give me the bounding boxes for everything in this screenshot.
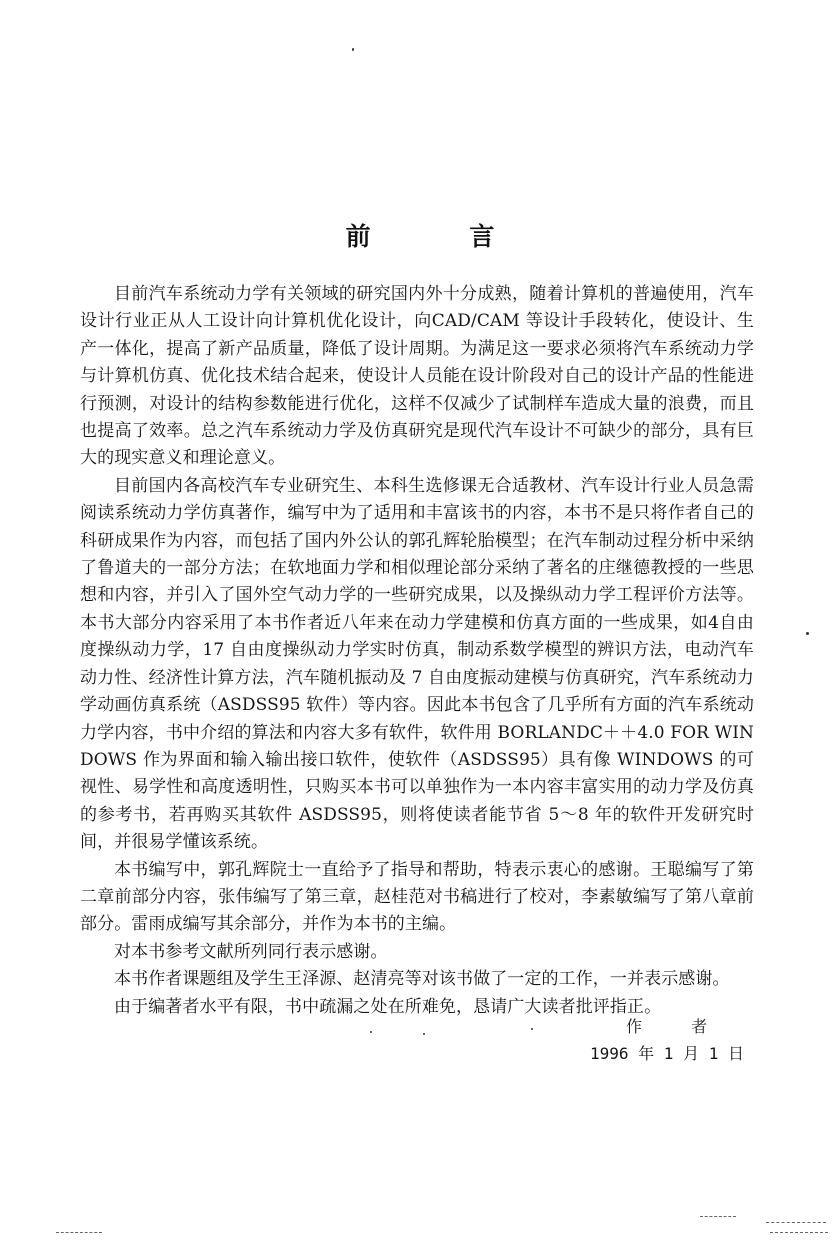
scan-artifact-line xyxy=(766,1222,826,1223)
paragraph-5: 本书作者课题组及学生王泽源、赵清亮等对该书做了一定的工作，一并表示感谢。 xyxy=(114,969,730,990)
author-label: 作 者 xyxy=(626,1017,730,1036)
paragraph-3: 本书编写中，郭孔辉院士一直给予了指导和帮助，特表示衷心的感谢。王聪编写了第二章前部分内容，张伟编写了第三章，赵桂范对书稿进行了校对，李素敏编写了第八章前部分。雷雨成编写其余部分，并作为本书的主编。 xyxy=(80,859,754,935)
scan-speck xyxy=(352,48,354,51)
scan-artifact-line xyxy=(700,1216,736,1217)
scan-speck xyxy=(370,1031,372,1033)
paragraph-4: 对本书参考文献所列同行表示感谢。 xyxy=(114,941,388,962)
scan-speck xyxy=(423,1033,425,1035)
scan-artifact-line xyxy=(770,1232,828,1233)
scan-artifact-line xyxy=(56,1232,102,1233)
date-label: 1996 年 1 月 1 日 xyxy=(590,1044,744,1063)
paragraph-1: 目前汽车系统动力学有关领域的研究国内外十分成熟，随着计算机的普遍使用，汽车设计行业正从人工设计向计算机优化设计，向CAD/CAM 等设计手段转化，使设计、生产一体化，提高了新产品质量，降低了设计周期。为满足这一要求必须将汽车系统动力学与计算机仿真、优化技术结合起来，使设计人员能在设计阶段对自己的设计产品的性能进行预测，对设计的结构参数能进行优化，这样不仅减少了试制样车造成大量的浪费，而且也提高了效率。总之汽车系统动力学及仿真研究是现代汽车设计不可缺少的部分，具有巨大的现实意义和理论意义。 xyxy=(80,284,754,469)
scan-speck xyxy=(806,632,809,635)
paragraph-6: 由于编著者水平有限，书中疏漏之处在所难免，恳请广大读者批评指正。 xyxy=(114,996,662,1017)
scan-speck xyxy=(531,1028,533,1030)
preface-body xyxy=(80,281,754,1021)
page-title: 前 言 xyxy=(345,221,540,251)
paragraph-2: 目前国内各高校汽车专业研究生、本科生选修课无合适教材、汽车设计行业人员急需阅读系统动力学仿真著作，编写中为了适用和丰富该书的内容，本书不是只将作者自己的科研成果作为内容，而包括了国内外公认的郭孔辉轮胎模型；在汽车制动过程分析中采纳了鲁道夫的一部分方法；在软地面力学和相似理论部分采纳了著名的庄继德教授的一些思想和内容，并引入了国外空气动力学的一些研究成果，以及操纵动力学工程评价方法等。本书大部分内容采用了本书作者近八年来在动力学建模和仿真方面的一些成果，如4自由度操纵动力学，17 自由度操纵动力学实时仿真，制动系数学模型的辨识方法，电动汽车动力性、经济性计算方法，汽车随机振动及 7 自由度振动建模与仿真研究，汽车系统动力学动画仿真系统（ASDSS95 软件）等内容。因此本书包含了几乎所有方面的汽车系统动力学内容，书中介绍的算法和内容大多有软件，软件用 BORLANDC＋＋4.0 FOR WINDOWS 作为界面和输入输出接口软件，使软件（ASDSS95）具有像 WINDOWS 的可视性、易学性和高度透明性，只购买本书可以单独作为一本内容丰富实用的动力学及仿真的参考书，若再购买其软件 ASDSS95，则将使读者能节省 5～8 年的软件开发研究时间，并很易学懂该系统。 xyxy=(80,475,754,853)
